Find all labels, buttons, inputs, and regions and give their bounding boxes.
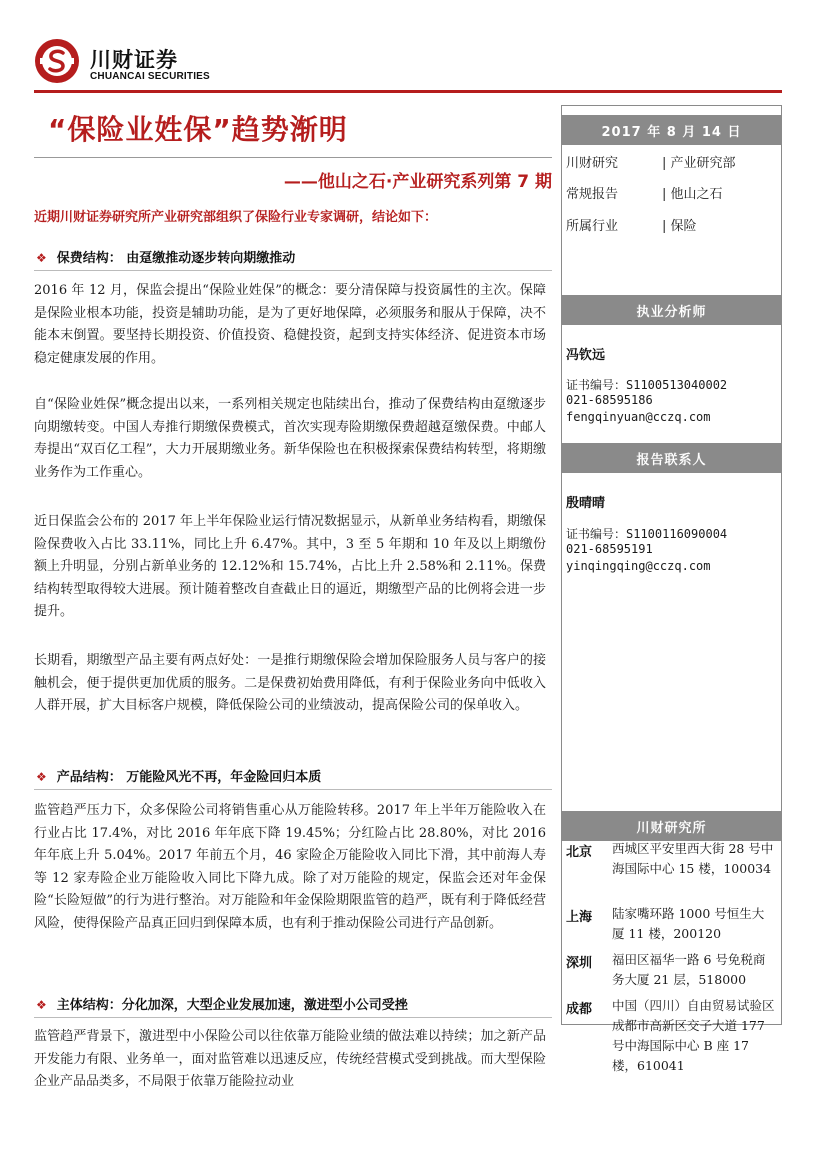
meta-row: 所属行业 | 保险 [566,219,697,234]
paragraph: 自“保险业姓保”概念提出以来，一系列相关规定也陆续出台，推动了保费结构由趸缴逐步向期缴转变。中国人寿推行期缴保费模式，首次实现寿险期缴保费超越趸缴保费。中邮人寿提出“双百亿工程”，大力开展期缴业务。新华保险也在积极探索保费结构转型，将期缴业务作为工作重心。 [34,397,546,480]
paragraph: 2016 年 12 月，保监会提出“保险业姓保”的概念：要分清保障与投资属性的主次。保障是保险业根本功能，投资是辅助功能，是为了更好地保障，必须服务和服从于保障，决不能本末倒置。要坚持长期投资、价值投资、稳健投资，起到支持实体经济、促进资本市场稳定健康发展的作用。 [34,283,546,366]
brand-name: 川财证券 [90,48,178,72]
paragraph: 监管趋严压力下，众多保险公司将销售重心从万能险转移。2017 年上半年万能险收入在行业占比 17.4%，对比 2016 年年底下降 19.45%；分红险占比 28.80%，对比 2016 年年底上升 5.04%。2017 年前五个月，46 家险企万能险收入同比下滑，其中前海人寿等 12 家寿险企业万能险收入同比下降九成。除了对万能险的规定，保监会还对年金保险“长险短做”的行为进行整治。对万能险和年金保险期限监管的趋严，既有利于降低经营风险，使得保险产品真正回归到保障本质，也有利于推动保险公司进行产品创新。 [34,803,546,931]
brand-name-english: CHUANCAI SECURITIES [90,71,210,82]
section-rule [34,789,552,790]
report-subtitle: ——他山之石·产业研究系列第 7 期 [283,172,552,192]
section-rule [34,270,552,271]
analyst-phone: 021-68595186 [566,393,653,407]
meta-row: 川财研究 | 产业研究部 [566,156,736,171]
analyst-cert: 证书编号：S1100513040002 [566,378,728,392]
section-rule [34,1017,552,1018]
analyst-heading: 执业分析师 [562,295,781,325]
office-city: 上海 [566,910,593,925]
contact-cert: 证书编号：S1100116090004 [566,527,728,541]
chuancai-logo-icon [34,38,80,84]
paragraph: 近日保监会公布的 2017 年上半年保险业运行情况数据显示，从新单业务结构看，期缴保险保费收入占比 33.11%，同比上升 6.47%。其中，3 至 5 年期和 10 年及以上期缴份额上升明显，分别占新单业务的 12.12%和 15.74%，占比上升 2.58%和 2.11%。保费结构转型取得较大进展。预计随着整改自查截止日的逼近，期缴型产品的比例将会进一步提升。 [34,514,546,619]
diamond-bullet-icon: ❖ [36,251,47,265]
diamond-bullet-icon: ❖ [36,770,47,784]
contact-phone: 021-68595191 [566,542,653,556]
analyst-email: fengqinyuan@cczq.com [566,410,711,424]
report-title: “保险业姓保”趋势渐明 [48,113,348,146]
contact-email: yinqingqing@cczq.com [566,559,711,573]
section-heading: ❖ 保费结构： 由趸缴推动逐步转向期缴推动 [36,251,296,266]
contact-heading: 报告联系人 [562,443,781,473]
header-rule [34,90,782,93]
office-address: 西城区平安里西大街 28 号中海国际中心 15 楼，100034 [612,841,774,876]
report-date: 2017 年 8 月 14 日 [562,115,781,145]
office-city: 成都 [566,1002,593,1017]
office-address: 陆家嘴环路 1000 号恒生大厦 11 楼，200120 [612,906,765,941]
diamond-bullet-icon: ❖ [36,998,47,1012]
office-address: 福田区福华一路 6 号免税商务大厦 21 层，518000 [612,952,766,987]
contact-name: 殷晴晴 [566,496,606,511]
office-city: 深圳 [566,956,593,971]
section-heading: ❖ 主体结构：分化加深，大型企业发展加速，激进型小公司受挫 [36,998,408,1013]
analyst-name: 冯钦远 [566,348,606,363]
office-address: 中国（四川）自由贸易试验区成都市高新区交子大道 177 号中海国际中心 B 座 17 楼，610041 [612,998,775,1073]
institute-heading: 川财研究所 [562,811,781,841]
paragraph: 长期看，期缴型产品主要有两点好处：一是推行期缴保险会增加保险服务人员与客户的接触机会，便于提供更加优质的服务。二是保费初始费用降低，有利于保险业务向中低收入人群开展，扩大目标客户规模，降低保险公司的业绩波动，提高保险公司的保单收入。 [34,653,546,713]
title-rule [34,157,552,158]
meta-row: 常规报告 | 他山之石 [566,187,723,202]
paragraph: 监管趋严背景下，激进型中小保险公司以往依靠万能险业绩的做法难以持续；加之新产品开发能力有限、业务单一，面对监管难以迅速反应，传统经营模式受到挑战。而大型保险企业产品品类多，不局限于依靠万能险拉动业 [34,1029,546,1089]
report-intro: 近期川财证券研究所产业研究部组织了保险行业专家调研，结论如下： [34,210,438,225]
office-city: 北京 [566,845,593,860]
section-heading: ❖ 产品结构： 万能险风光不再，年金险回归本质 [36,770,322,785]
